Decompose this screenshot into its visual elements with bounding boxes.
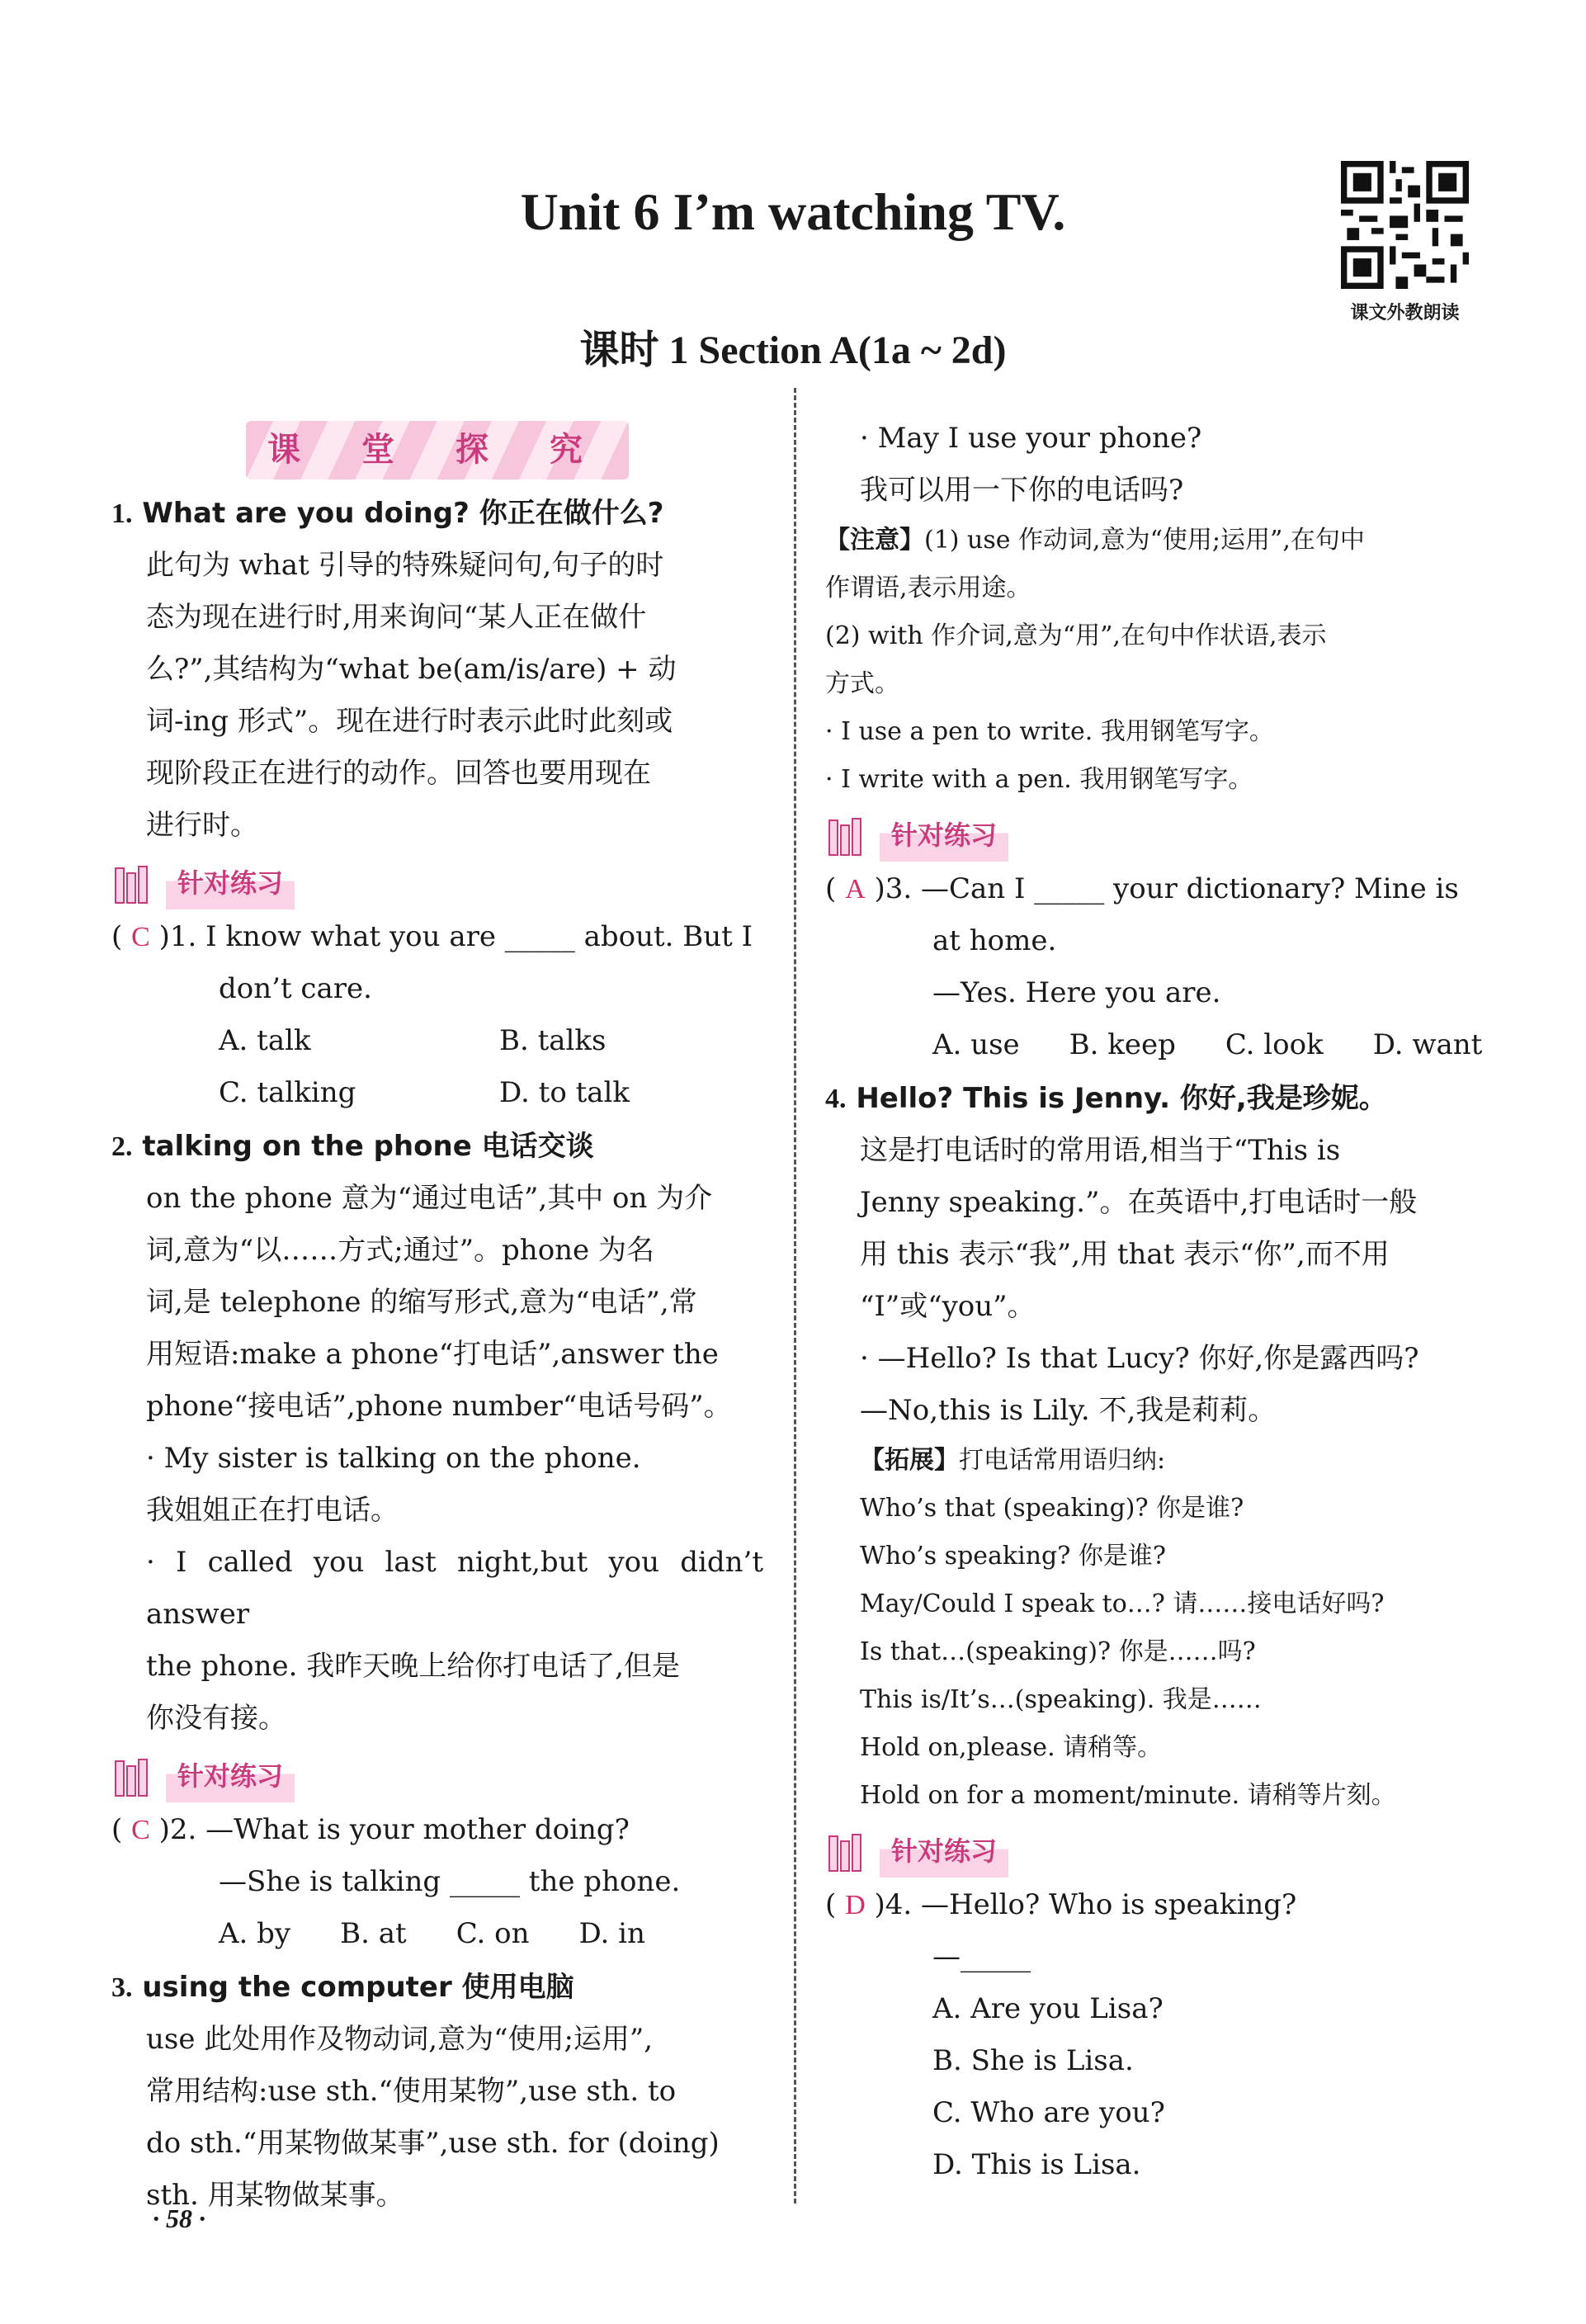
exercise-2: ( C )2. —What is your mother doing? —She is talking _____ the phone. A. by B. at C. on D. in [111,1804,763,1960]
point-2-title: 2. talking on the phone 电话交谈 [111,1130,594,1163]
option: A. talk [219,1024,311,1057]
page-number: · 58 · [153,2204,205,2233]
point-1-body: 此句为 what 引导的特殊疑问句,句子的时 态为现在进行时,用来询问“某人正在做什 么?”,其结构为“what be(am/is/are) + 动 词-ing 形式”。现在进行时表示此时此刻或 现阶段正在进行的动作。回答也要用现在 进行时。 [146,549,677,842]
point-4-body: 这是打电话时的常用语,相当于“This is Jenny speaking.”。在英语中,打电话时一般 用 this 表示“我”,用 that 表示“你”,而不用 “I”或“you”。 · —Hello? Is that Lucy? 你好,你是露西吗? —No,this is Lily. 不,我是莉莉。 [860,1134,1419,1427]
answer-2: C [131,1815,150,1845]
books-icon [111,1755,161,1797]
option: B. She is Lisa. [932,2044,1134,2077]
unit-title: Unit 6 I’m watching TV. [520,182,1066,241]
lesson-title: 课时 1 Section A(1a ~ 2d) [579,328,1007,372]
option: C. talking [219,1076,356,1109]
practice-heading [825,1826,1477,1876]
right-column [825,413,1483,2191]
option: D. in [578,1917,645,1950]
section-heading [111,421,763,479]
qr-code-icon[interactable] [1341,161,1469,289]
exercise-4: ( D )4. —Hello? Who is speaking? —_____ A. Are you Lisa? B. She is Lisa. C. Who are you? D. This is Lisa. [825,1879,1477,2191]
point-3-body: use 此处用作及物动词,意为“使用;运用”, 常用结构:use sth.“使用某物”,use sth. to do sth.“用某物做某事”,use sth. for (doing) sth. 用某物做某事。 [146,2023,720,2212]
left-column [111,413,763,2222]
option: B. talks [499,1024,607,1057]
point-2-body: on the phone 意为“通过电话”,其中 on 为介 词,意为“以……方式;通过”。phone 为名 词,是 telephone 的缩写形式,意为“电话”,常 用短语:make a phone“打电话”,answer the phone“接电话”,phone number“电话号码”。 · My sister is talking on the phone. 我姐姐正在打电话。 · I called you last night,but you didn’t answer the phone. 我昨天晚上给你打电话了,但是 你没有接。 [146,1182,763,1735]
option: A. by [219,1917,291,1950]
extension-block: 【拓展】打电话常用语归纳: Who’s that (speaking)? 你是谁? Who’s speaking? 你是谁? May/Could I speak to…? 请……接电话好吗? Is that…(speaking)? 你是……吗? This is/It’s…(speaking). 我是…… Hold on,please. 请稍等。 Hold on for a moment/minute. 请稍等片刻。 [860,1446,1396,1810]
option: C. on [456,1917,530,1950]
answer-3: A [845,874,866,905]
practice-heading [825,810,1477,860]
books-icon [111,862,161,904]
practice-heading [111,858,763,908]
option: A. use [932,1028,1020,1061]
section-heading-label: 课 堂 探 究 [246,421,629,479]
extension-label: 【拓展】 [860,1446,959,1475]
option: A. Are you Lisa? [932,1992,1164,2025]
option: B. at [340,1917,407,1950]
note-label: 【注意】 [825,526,924,555]
option: D. to talk [499,1076,630,1109]
qr-caption: 课文外教朗读 [1350,303,1460,324]
answer-4: D [845,1890,866,1920]
option: C. look [1225,1028,1324,1061]
point-1-title: 1. What are you doing? 你正在做什么? [111,497,664,530]
books-icon [825,815,875,856]
practice-label: 针对练习 [166,857,295,909]
exercise-1: ( C )1. I know what you are _____ about. But I don’t care. A. talk B. talks C. talking D. to talk [111,911,763,1119]
practice-heading [111,1751,763,1801]
practice-label: 针对练习 [880,1826,1008,1878]
note-block: 【注意】(1) use 作动词,意为“使用;运用”,在句中 作谓语,表示用途。 (2) with 作介词,意为“用”,在句中作状语,表示 方式。 · I use a pen to write. 我用钢笔写字。 · I write with a pen. 我用钢笔写字。 [825,526,1365,794]
practice-label: 针对练习 [166,1750,295,1802]
books-icon [825,1830,875,1872]
point-4-title: 4. Hello? This is Jenny. 你好,我是珍妮。 [825,1082,1387,1115]
option: B. keep [1069,1028,1176,1061]
point-3-title: 3. using the computer 使用电脑 [111,1971,574,2004]
option: D. want [1372,1028,1483,1061]
option: D. This is Lisa. [932,2148,1141,2181]
option: C. Who are you? [932,2096,1165,2129]
point-3-continued: · May I use your phone? 我可以用一下你的电话吗? [860,422,1202,507]
exercise-3: ( A )3. —Can I _____ your dictionary? Mine is at home. —Yes. Here you are. A. use B. keep C. look D. want [825,863,1477,1071]
practice-label: 针对练习 [880,810,1008,862]
answer-1: C [131,922,150,952]
column-divider [794,388,796,2204]
